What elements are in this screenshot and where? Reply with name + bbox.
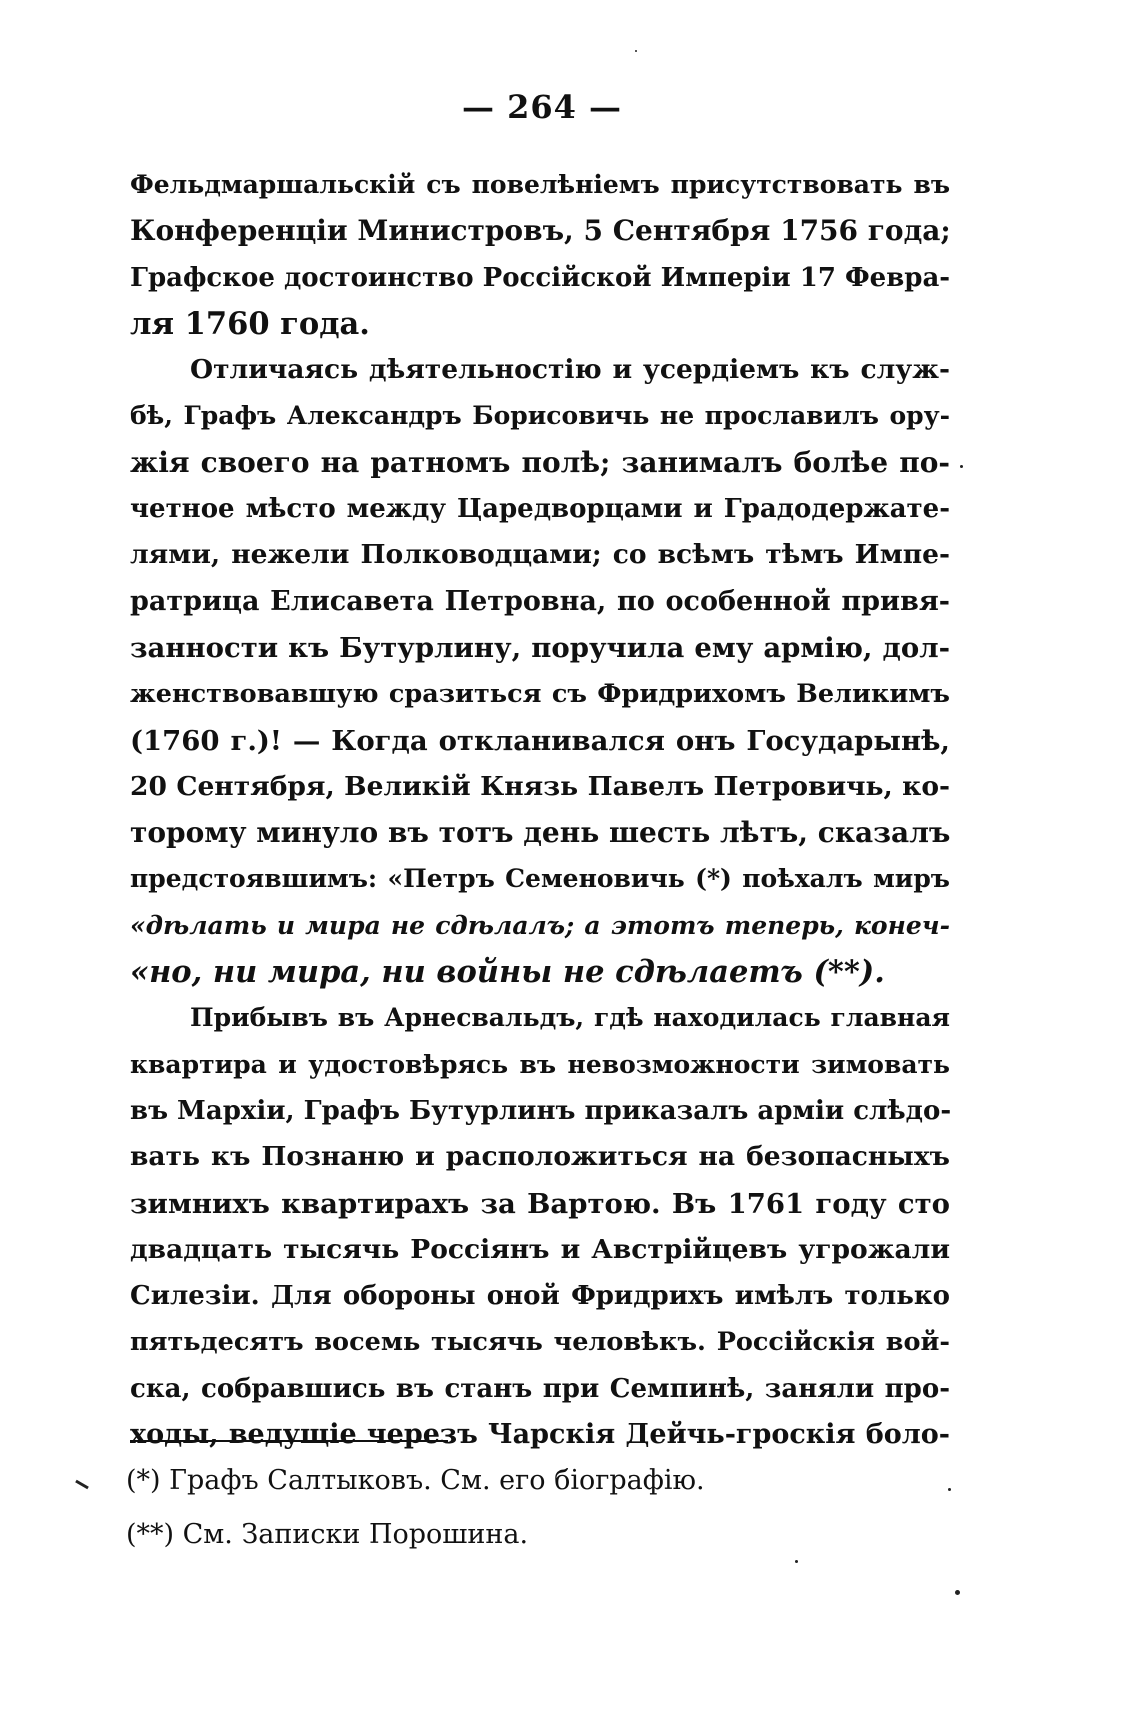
body-text	[130, 162, 950, 1458]
text-line: Прибывъ въ Арнесвальдъ, гдѣ находилась главная	[190, 1003, 950, 1033]
text-line: квартира и удостовѣрясь въ невозможности зимовать	[130, 1049, 950, 1079]
text-line: лями, нежели Полководцами; со всѣмъ тѣмъ Импе-	[130, 539, 950, 571]
text-line: Силезіи. Для обороны оной Фридрихъ имѣлъ только	[130, 1281, 950, 1312]
text-line: Отличаясь дѣятельностію и усердіемъ къ служ-	[190, 354, 950, 386]
text-line: ска, собравшись въ станъ при Семпинѣ, заняли про-	[130, 1373, 950, 1404]
text-line: Конференціи Министровъ, 5 Сентября 1756 года;	[130, 214, 951, 248]
text-line: бѣ, Графъ Александръ Борисовичь не прославилъ ору-	[130, 401, 950, 431]
text-line: (1760 г.)! — Когда откланивался онъ Государынѣ,	[130, 724, 950, 757]
text-line: торому минуло въ тотъ день шесть лѣтъ, сказалъ	[130, 816, 951, 850]
scan-speck	[955, 1590, 960, 1595]
text-line: женствовавшую сразиться съ Фридрихомъ Великимъ	[130, 679, 950, 710]
text-line: «дѣлать и мира не сдѣлалъ; а этотъ теперь, конеч-	[130, 910, 950, 940]
scan-speck	[960, 465, 963, 468]
text-line: «но, ни мира, ни войны не сдѣлаетъ (**).	[130, 954, 885, 991]
text-line: вать къ Познаню и расположиться на безопасныхъ	[130, 1141, 950, 1173]
text-line: жія своего на ратномъ полѣ; занималъ болѣе по-	[130, 445, 950, 479]
scan-speck	[795, 1560, 798, 1563]
text-line: зимнихъ квартирахъ за Вартою. Въ 1761 году сто	[130, 1187, 950, 1220]
text-line: предстоявшимъ: «Петръ Семеновичь (*) поѣхалъ миръ	[130, 864, 950, 894]
scan-speck	[75, 1480, 89, 1490]
text-line: Фельдмаршальскій съ повелѣніемъ присутствовать въ	[130, 170, 950, 199]
text-line: въ Мархіи, Графъ Бутурлинъ приказалъ арміи слѣдо-	[130, 1095, 952, 1126]
footnote-separator	[130, 1440, 448, 1442]
scan-speck	[635, 50, 637, 52]
text-line: ратрица Елисавета Петровна, по особенной привя-	[130, 585, 950, 617]
page-number: — 264 —	[461, 88, 623, 126]
text-line: занности къ Бутурлину, поручила ему армію, дол-	[130, 631, 950, 664]
footnote: (**) См. Записки Порошина.	[126, 1519, 529, 1550]
footnotes	[126, 1454, 946, 1562]
text-line: пятьдесятъ восемь тысячь человѣкъ. Россійскія вой-	[130, 1327, 950, 1358]
scan-speck	[948, 1488, 951, 1491]
text-line: Графское достоинство Россійской Имперіи 17 Февра-	[130, 262, 951, 293]
text-line: 20 Сентября, Великій Князь Павелъ Петровичь, ко-	[130, 770, 950, 802]
text-line: ходы, ведущіе черезъ Чарскія Дейчь-гроскія боло-	[130, 1419, 950, 1451]
footnote: (*) Графъ Салтыковъ. См. его біографію.	[126, 1465, 705, 1496]
text-line: ля 1760 года.	[130, 305, 370, 342]
text-line: четное мѣсто между Царедворцами и Градодержате-	[130, 494, 950, 525]
text-line: двадцать тысячь Россіянъ и Австрійцевъ угрожали	[130, 1233, 950, 1265]
